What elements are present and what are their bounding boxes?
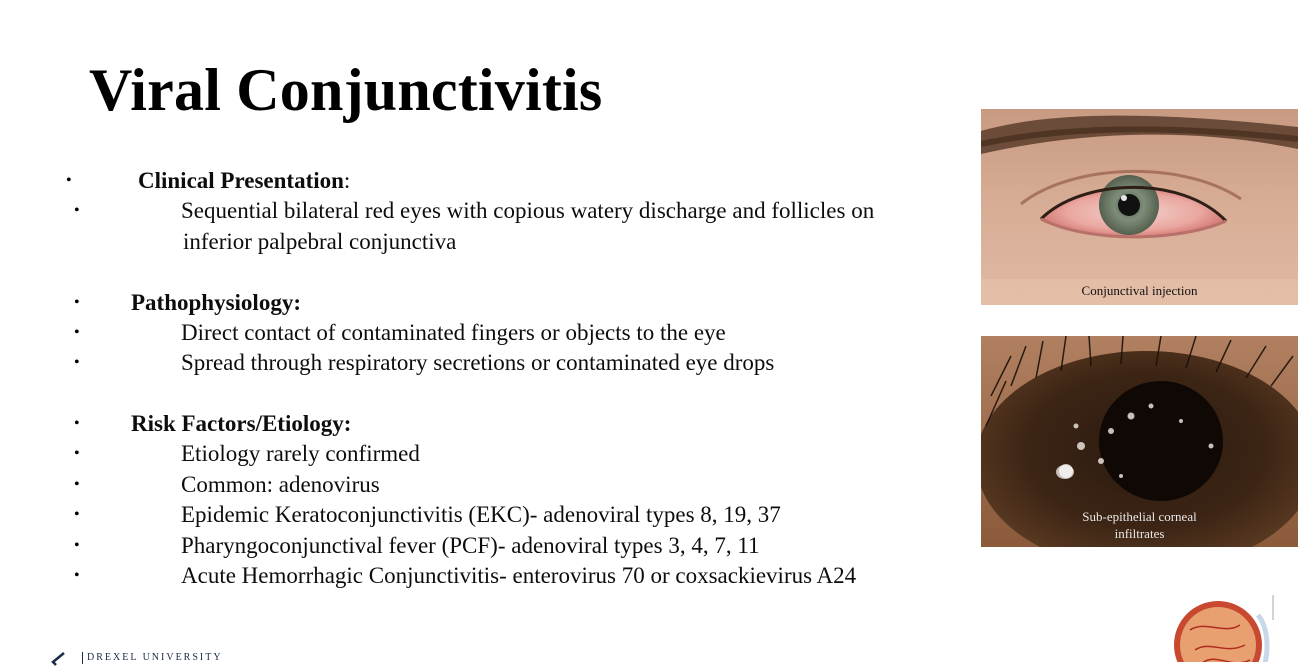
slide-title: Viral Conjunctivitis <box>89 57 603 123</box>
bullet-icon: • <box>74 202 80 219</box>
list-item: Pharyngoconjunctival fever (PCF)- adenoviral types 3, 4, 7, 11 <box>181 533 760 558</box>
list-item-continuation: inferior palpebral conjunctiva <box>183 229 457 254</box>
conjunctival-injection-photo <box>981 109 1298 305</box>
red-eye-image <box>981 109 1298 305</box>
eye-anatomy-illustration <box>1170 590 1280 662</box>
bullet-icon: • <box>74 324 80 341</box>
list-item: Etiology rarely confirmed <box>181 441 420 466</box>
bullet-icon: • <box>74 537 80 554</box>
university-logo <box>50 652 223 666</box>
photo-caption: Conjunctival injection <box>1081 283 1198 298</box>
list-item: Direct contact of contaminated fingers or objects to the eye <box>181 320 726 345</box>
list-item: Spread through respiratory secretions or contaminated eye drops <box>181 350 775 375</box>
logo-mark-icon <box>50 652 68 666</box>
list-item: Common: adenovirus <box>181 472 380 497</box>
list-item: Acute Hemorrhagic Conjunctivitis- enterovirus 70 or coxsackievirus A24 <box>181 563 857 588</box>
bullet-icon: • <box>74 567 80 584</box>
bullet-icon: • <box>74 506 80 523</box>
photo-caption-line1: Sub-epithelial corneal <box>1082 509 1197 524</box>
bullet-icon: • <box>66 172 72 189</box>
photo-caption-line2: infiltrates <box>1114 526 1165 541</box>
bullet-icon: • <box>74 415 80 432</box>
logo-divider <box>82 652 83 664</box>
bullet-icon: • <box>74 354 80 371</box>
corneal-infiltrates-photo <box>981 336 1298 547</box>
bullet-icon: • <box>74 445 80 462</box>
logo-text: DREXEL UNIVERSITY <box>87 652 223 663</box>
bullet-icon: • <box>74 476 80 493</box>
heading-colon: : <box>343 168 351 193</box>
bullet-icon: • <box>74 294 80 311</box>
pathophysiology-heading: Pathophysiology: <box>131 290 301 315</box>
list-item: Epidemic Keratoconjunctivitis (EKC)- adenoviral types 8, 19, 37 <box>181 502 781 527</box>
list-item: Sequential bilateral red eyes with copious watery discharge and follicles on <box>181 198 875 223</box>
clinical-presentation-heading: Clinical Presentation <box>138 168 344 193</box>
section-heading <box>138 167 350 195</box>
risk-factors-heading: Risk Factors/Etiology: <box>131 411 352 436</box>
